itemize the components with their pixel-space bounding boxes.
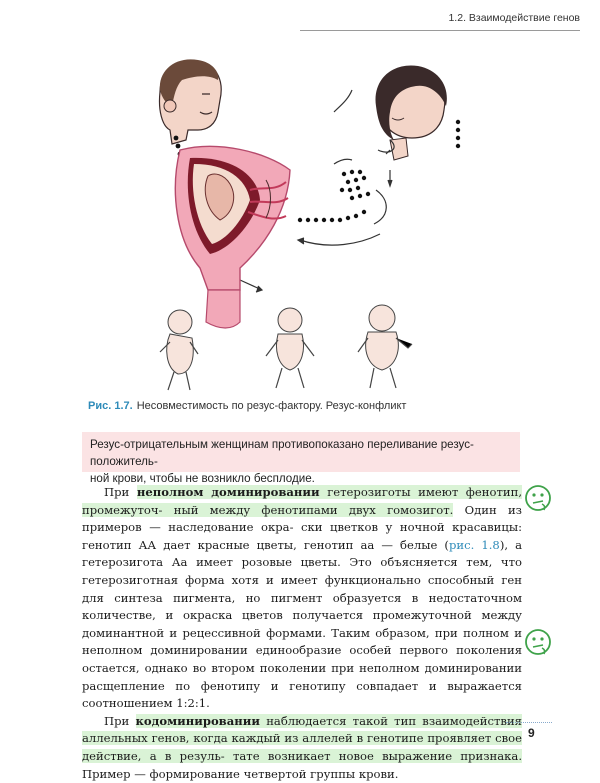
thinking-face-icon	[524, 484, 552, 512]
page-number-rule	[506, 722, 552, 723]
baby-icon	[358, 305, 412, 388]
thinking-face-icon	[524, 628, 552, 656]
section-title: 1.2. Взаимодействие генов	[448, 12, 580, 24]
figure-rh-conflict	[90, 40, 540, 390]
babies-row	[90, 298, 540, 398]
figure-number: Рис. 1.7.	[88, 400, 133, 412]
term-codominance: кодоминировании	[135, 713, 260, 728]
figure-caption-text: Несовместимость по резус-фактору. Резус-конфликт	[136, 400, 407, 412]
warning-box	[82, 432, 520, 485]
figure-reference-link[interactable]: рис. 1.8	[448, 537, 500, 552]
paragraph-codominance: При кодоминировании наблюдается такой тип взаимодействия аллельных генов, когда каждый из аллелей в генотипе проявляет свое действие, а в резуль- тате возникает новое выражение признака. Пример — формирование четвертой группы крови.	[82, 713, 523, 781]
warning-line: ной крови, чтобы не возникло бесплодие.	[90, 472, 315, 485]
term-incomplete-dominance: неполном доминировании	[136, 485, 320, 499]
warning-line: Резус-отрицательным женщинам противопоказано переливание резус-положитель-	[90, 438, 474, 468]
running-header	[300, 10, 580, 31]
man-head-icon	[159, 59, 221, 144]
body-text	[82, 484, 522, 783]
baby-icon	[266, 308, 314, 388]
woman-head-icon	[375, 65, 446, 160]
page-number: 9	[528, 726, 535, 740]
paragraph-incomplete-dominance: При неполном доминировании гетерозиготы имеют фенотип, промежуточ- ный между фенотипами двух гомозигот. Один из примеров — наследование окра- ски цветков у ночной красавицы: генотип АА дает красные цветы, генотип аа — белые (рис. 1.8), а гетерозигота Аа имеет розовые цветы. Это объясняется тем, что гетерозиготная форма хотя и имеет функционально способный ген для синтеза пигмента, но пигмент образуется в недостаточном количестве, и окраска цветов получается промежуточной между доминантной и рецессивной формами. Таким образом, при полном и неполном доминировании единообразие особей первого поколения остается, однако во втором поколении при неполном доминировании расщепление по фенотипу и генотипу совпадает и выражается соотношением 1:2:1.	[82, 485, 523, 711]
figure-caption	[88, 400, 406, 412]
baby-icon	[160, 310, 198, 390]
